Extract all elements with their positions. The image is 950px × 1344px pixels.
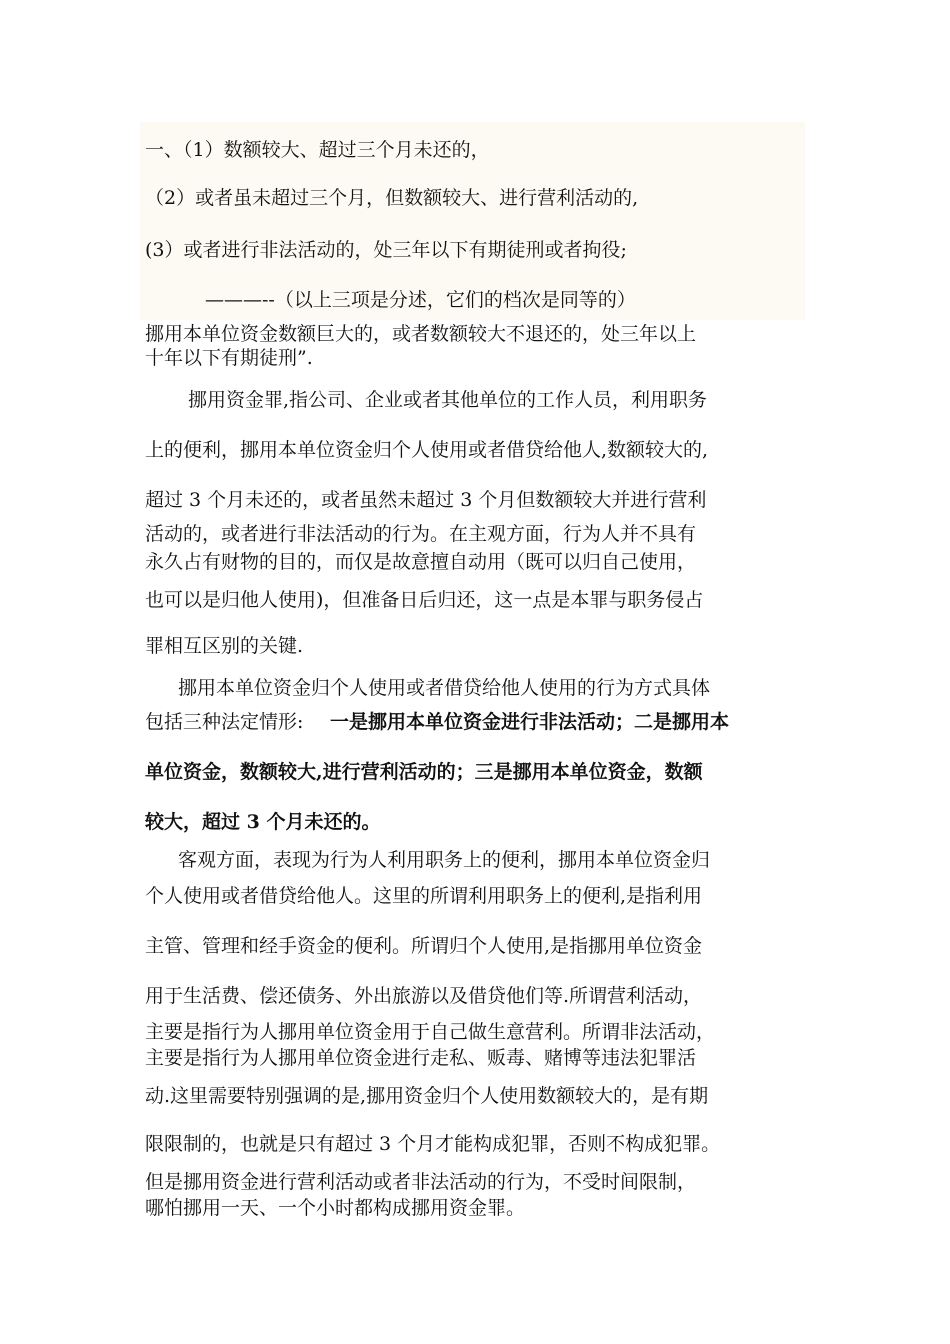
bold-text-line: 单位资金，数额较大,进行营利活动的；三是挪用本单位资金，数额 [145, 761, 703, 783]
text-line: 挪用本单位资金数额巨大的，或者数额较大不退还的，处三年以上 [145, 323, 697, 345]
bold-text-line: 一是挪用本单位资金进行非法活动；二是挪用本 [330, 711, 730, 733]
text-line: 十年以下有期徒刑”. [145, 347, 313, 369]
text-line: 主要是指行为人挪用单位资金用于自己做生意营利。所谓非法活动， [145, 1021, 716, 1043]
list-note: ———--（以上三项是分述，它们的档次是同等的） [205, 289, 636, 311]
list-item-2: （2）或者虽未超过三个月，但数额较大、进行营利活动的, [145, 187, 639, 209]
text-line: 但是挪用资金进行营利活动或者非法活动的行为，不受时间限制， [145, 1171, 697, 1193]
list-item-1: 一、（1）数额较大、超过三个月未还的， [145, 139, 490, 161]
text-line: 包括三种法定情形: [145, 711, 304, 733]
text-line: 动.这里需要特别强调的是,挪用资金归个人使用数额较大的，是有期 [145, 1085, 709, 1107]
text-line: 上的便利，挪用本单位资金归个人使用或者借贷给他人,数额较大的, [145, 439, 709, 461]
paragraph-start: 挪用资金罪,指公司、企业或者其他单位的工作人员，利用职务 [188, 389, 708, 411]
text-line: 个人使用或者借贷给他人。这里的所谓利用职务上的便利,是指利用 [145, 885, 703, 907]
text-line: 永久占有财物的目的，而仅是故意擅自动用（既可以归自己使用， [145, 551, 697, 573]
text-line: 主要是指行为人挪用单位资金进行走私、贩毒、赌博等违法犯罪活 [145, 1047, 697, 1069]
paragraph-start: 挪用本单位资金归个人使用或者借贷给他人使用的行为方式具体 [178, 677, 711, 699]
text-line: 哪怕挪用一天、一个小时都构成挪用资金罪。 [145, 1197, 526, 1219]
bold-text-line: 较大，超过 3 个月未还的。 [145, 811, 381, 833]
text-line: 限限制的，也就是只有超过 3 个月才能构成犯罪，否则不构成犯罪。 [145, 1133, 721, 1155]
text-line: 也可以是归他人使用)，但准备日后归还，这一点是本罪与职务侵占 [145, 589, 704, 611]
text-line: 罪相互区别的关键. [145, 635, 304, 657]
list-item-3: (3）或者进行非法活动的，处三年以下有期徒刑或者拘役; [145, 239, 627, 261]
text-line: 活动的，或者进行非法活动的行为。在主观方面，行为人并不具有 [145, 523, 697, 545]
text-line: 主管、管理和经手资金的便利。所谓归个人使用,是指挪用单位资金 [145, 935, 703, 957]
paragraph-start: 客观方面，表现为行为人利用职务上的便利，挪用本单位资金归 [178, 849, 711, 871]
text-line: 用于生活费、偿还债务、外出旅游以及借贷他们等.所谓营利活动， [145, 985, 703, 1007]
text-line: 超过 3 个月未还的，或者虽然未超过 3 个月但数额较大并进行营利 [145, 489, 707, 511]
